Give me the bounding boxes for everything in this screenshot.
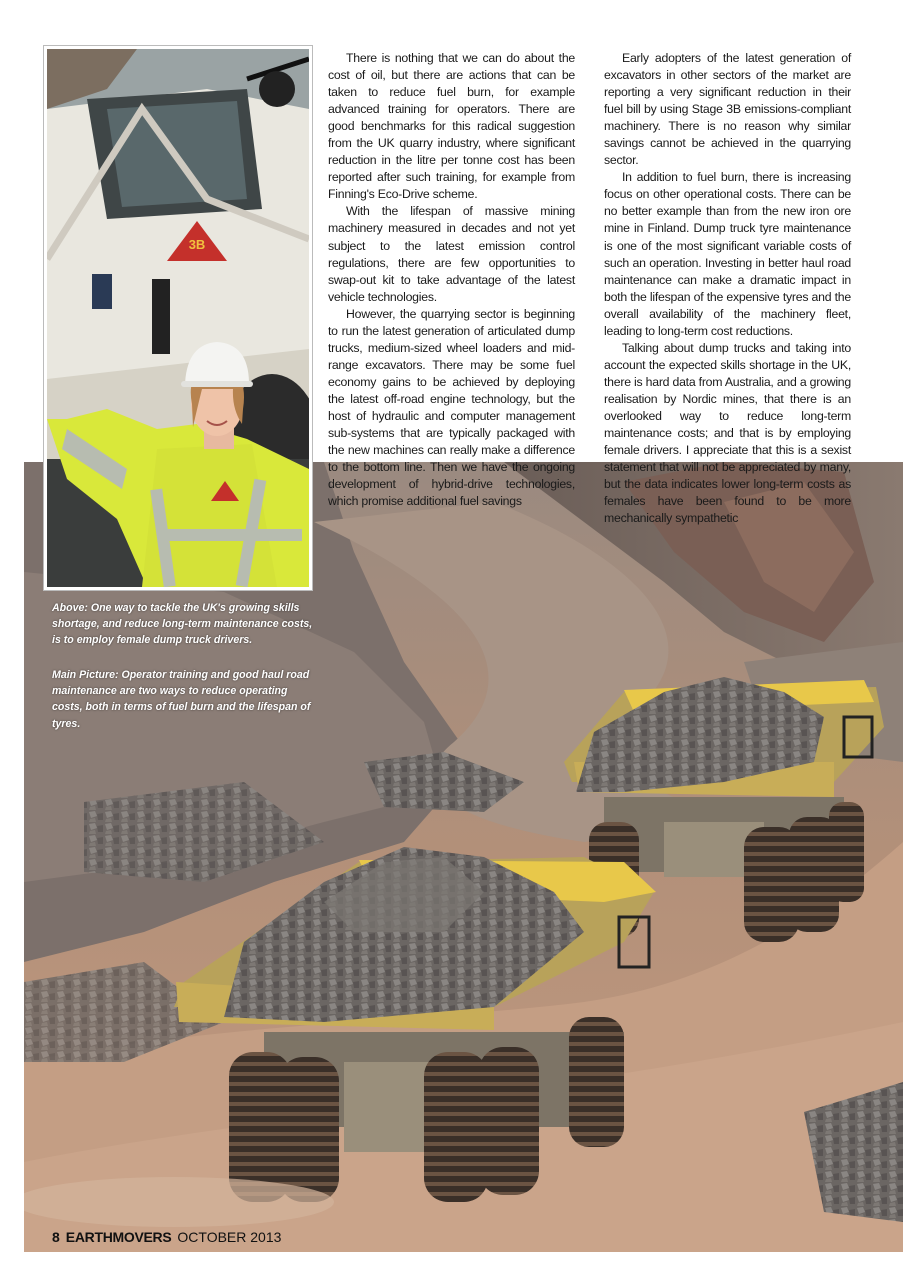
inset-photo-female-driver: [44, 46, 312, 590]
article-paragraph: Early adopters of the latest generation of excavators in other sectors of the market are reporting a very significant reduction in their fuel bill by using Stage 3B emissions-compliant machinery. There is no reason why similar savings cannot be achieved in the quarrying sector.: [604, 51, 851, 168]
article-paragraph: There is nothing that we can do about the cost of oil, but there are actions that can be taken to reduce fuel burn, for example advanced training for operators. There are good benchmarks for this radical suggestion from the UK quarry industry, where significant reduction in the litre per tonne cost has been reported after such training, for example from Finning's Eco-Drive scheme.: [328, 51, 575, 202]
page-footer: [52, 1229, 281, 1245]
caption-above: Above: One way to tackle the UK's growing skills shortage, and reduce long-term maintenance costs, is to employ female dump truck drivers.: [52, 602, 313, 647]
article-paragraph: Talking about dump trucks and taking into account the expected skills shortage in the UK, there is hard data from Australia, and a growing realisation by Nordic mines, that there is an overlooked way to reduce long-term maintenance costs; and that is by employing female drivers. I appreciate that this is a sexist statement that will not be appreciated by many, but the data indicates lower long-term costs as females have been found to be more mechanically sympathetic: [604, 340, 851, 526]
inset-truck-logo: 3B: [188, 237, 206, 252]
page-number: 8: [52, 1229, 60, 1245]
article-paragraph: However, the quarrying sector is beginning to run the latest generation of articulated dump trucks, medium-sized wheel loaders and mid-range excavators. There may be some fuel economy gains to be achieved by deploying the latest off-road engine technology, but the host of hydraulic and computer management sub-systems that are typically packaged with the new machines can really make a difference to the bottom line. Then we have the ongoing development of hybrid-drive technologies, which promise additional fuel savings: [328, 306, 575, 509]
caption-main-picture: Main Picture: Operator training and good haul road maintenance are two ways to reduce operating costs, both in terms of fuel burn and the lifespan of tyres.: [52, 669, 311, 730]
article-paragraph: With the lifespan of massive mining machinery measured in decades and not yet subject to the latest emission control regulations, there are few opportunities to swap-out kit to take advantage of the latest vehicle technologies.: [328, 204, 575, 304]
magazine-name: EARTHMOVERS: [65, 1229, 172, 1245]
article-column-2: [604, 50, 851, 527]
article-paragraph: In addition to fuel burn, there is increasing focus on other operational costs. There can be no better example than from the new iron ore mine in Finland. Dump truck tyre maintenance is one of the most significant variable costs of such an operation. Investing in better haul road maintenance can make a dramatic impact in both the lifespan of the expensive tyres and the overall availability of the machinery fleet, leading to long-term cost reductions.: [604, 170, 851, 338]
issue-date: OCTOBER 2013: [177, 1229, 282, 1245]
article-column-1: [328, 50, 575, 510]
